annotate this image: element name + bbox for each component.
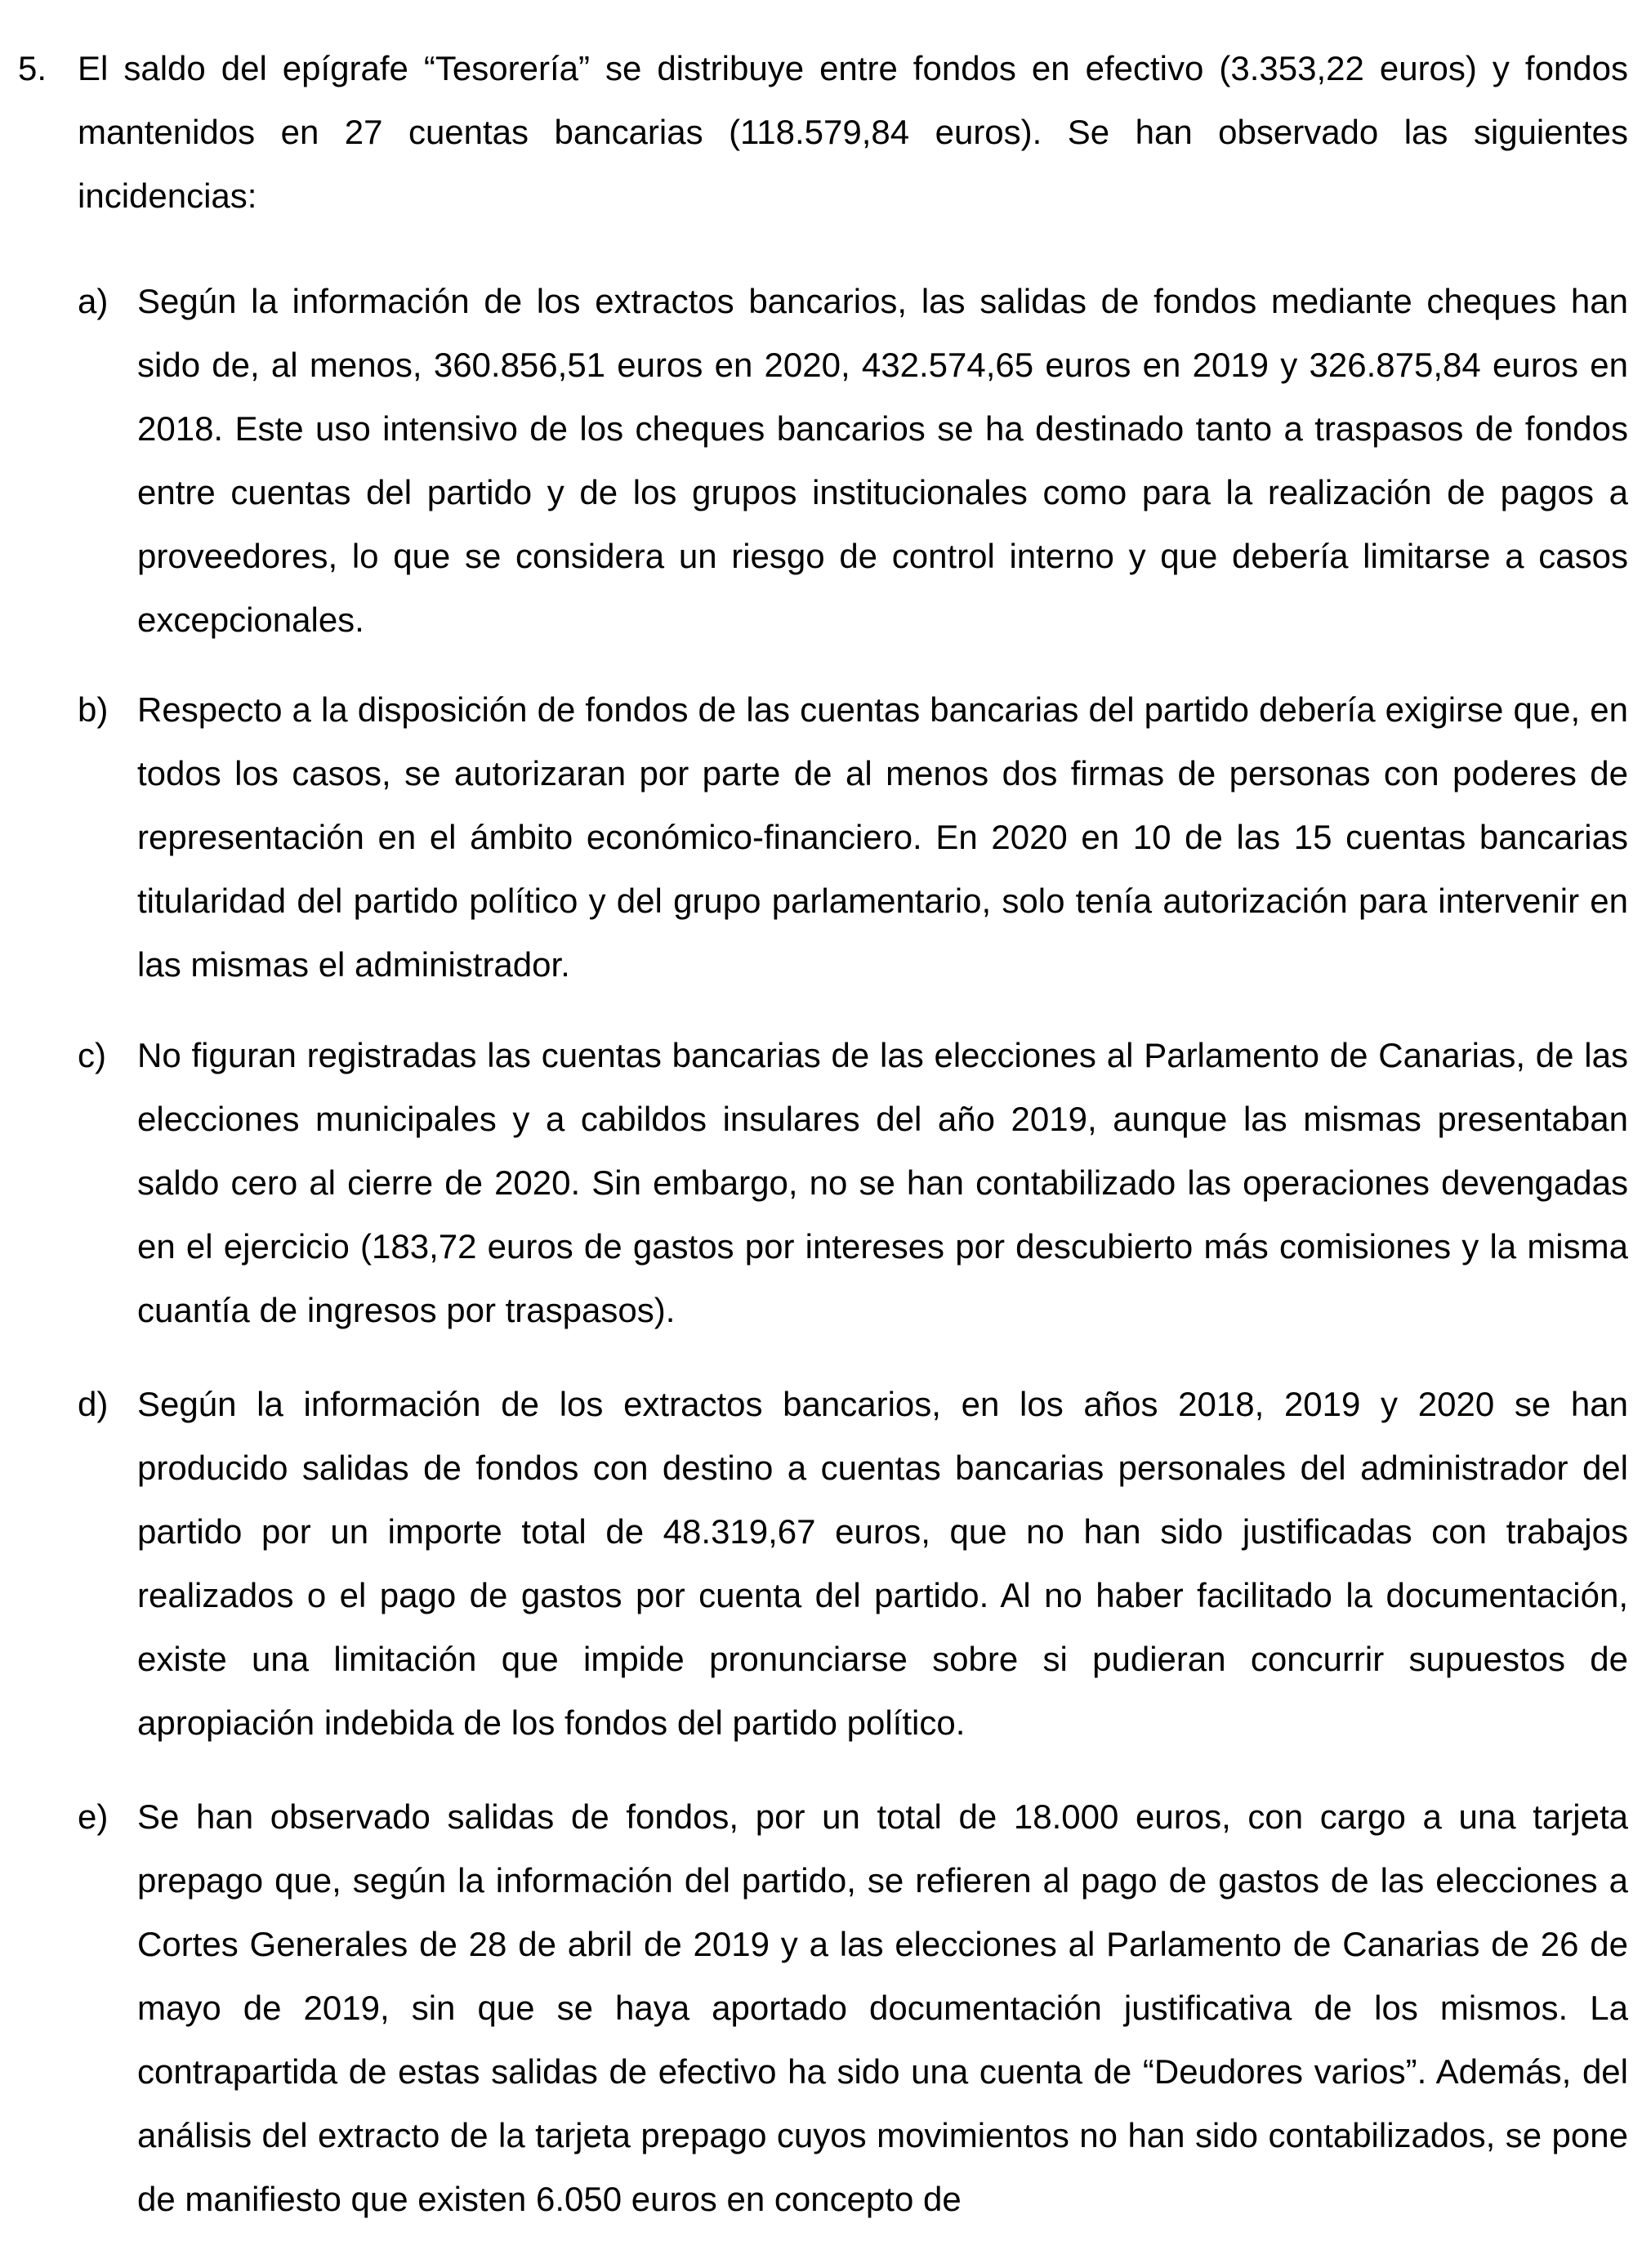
item-text: El saldo del epígrafe “Tesorería” se distribuye entre fondos en efectivo (3.353,22 euros) y fondos mantenidos en 27 cuentas bancarias (118.579,84 euros). Se han observado las siguientes incidencias:: [78, 49, 1628, 215]
item-number: 5.: [18, 49, 47, 87]
subitem-paragraph-c: [137, 1024, 1628, 1342]
subitem-paragraph-a: [137, 270, 1628, 652]
subitem-paragraph-e: [137, 1785, 1628, 2231]
subitem-text-a: Según la información de los extractos bancarios, las salidas de fondos mediante cheques han sido de, al menos, 360.856,51 euros en 2020, 432.574,65 euros en 2019 y 326.875,84 euros en 2018. Este uso intensivo de los cheques bancarios se ha destinado tanto a traspasos de fondos entre cuentas del partido y de los grupos institucionales como para la realización de pagos a proveedores, lo que se considera un riesgo de control interno y que debería limitarse a casos excepcionales.: [137, 282, 1628, 639]
subitem-paragraph-b: [137, 678, 1628, 997]
subitem-paragraph-d: [137, 1373, 1628, 1755]
subitem-label-d: d): [78, 1385, 109, 1423]
subitem-label-e: e): [78, 1797, 109, 1836]
subitem-text-c: No figuran registradas las cuentas bancarias de las elecciones al Parlamento de Canarias, de las elecciones municipales y a cabildos insulares del año 2019, aunque las mismas presentaban saldo cero al cierre de 2020. Sin embargo, no se han contabilizado las operaciones devengadas en el ejercicio (183,72 euros de gastos por intereses por descubierto más comisiones y la misma cuantía de ingresos por traspasos).: [137, 1036, 1628, 1329]
subitem-text-e: Se han observado salidas de fondos, por un total de 18.000 euros, con cargo a una tarjeta prepago que, según la información del partido, se refieren al pago de gastos de las elecciones a Cortes Generales de 28 de abril de 2019 y a las elecciones al Parlamento de Canarias de 26 de mayo de 2019, sin que se haya aportado documentación justificativa de los mismos. La contrapartida de estas salidas de efectivo ha sido una cuenta de “Deudores varios”. Además, del análisis del extracto de la tarjeta prepago cuyos movimientos no han sido contabilizados, se pone de manifiesto que existen 6.050 euros en concepto de: [137, 1797, 1628, 2218]
subitem-text-d: Según la información de los extractos bancarios, en los años 2018, 2019 y 2020 se han producido salidas de fondos con destino a cuentas bancarias personales del administrador del partido por un importe total de 48.319,67 euros, que no han sido justificadas con trabajos realizados o el pago de gastos por cuenta del partido. Al no haber facilitado la documentación, existe una limitación que impide pronunciarse sobre si pudieran concurrir supuestos de apropiación indebida de los fondos del partido político.: [137, 1385, 1628, 1742]
item-paragraph: [78, 37, 1628, 228]
subitem-label-a: a): [78, 282, 109, 320]
subitem-label-b: b): [78, 690, 109, 729]
subitem-text-b: Respecto a la disposición de fondos de las cuentas bancarias del partido debería exigirse que, en todos los casos, se autorizaran por parte de al menos dos firmas de personas con poderes de representación en el ámbito económico-financiero. En 2020 en 10 de las 15 cuentas bancarias titularidad del partido político y del grupo parlamentario, solo tenía autorización para intervenir en las mismas el administrador.: [137, 690, 1628, 984]
subitem-label-c: c): [78, 1036, 106, 1074]
